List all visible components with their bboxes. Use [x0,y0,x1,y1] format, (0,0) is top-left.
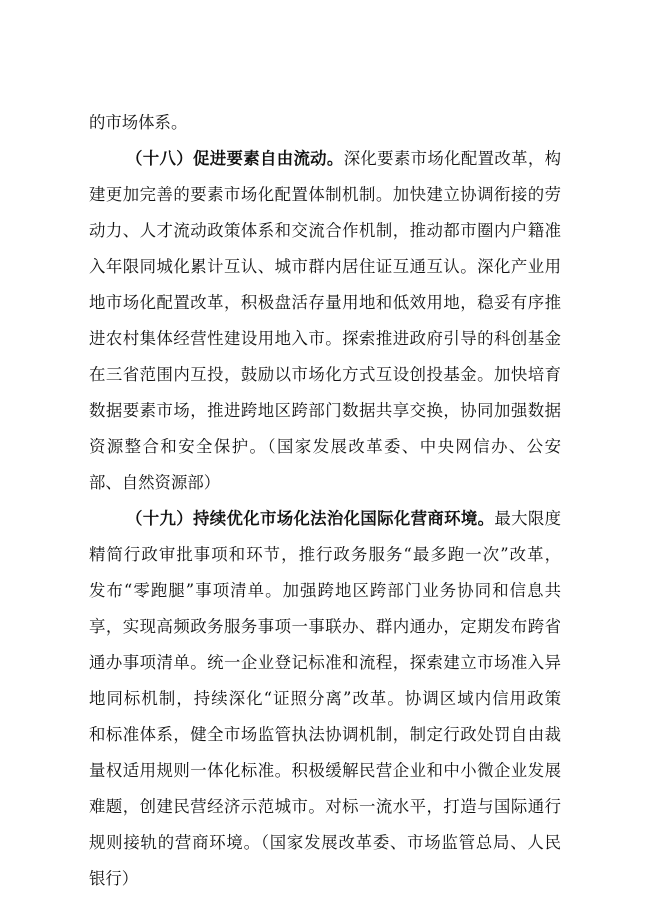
section-18-line [89,322,561,356]
body-text: 入年限同城化累计互认、城市群内居住证互通互认。深化产业用 [89,257,561,276]
section-19-responsible-line [89,826,561,860]
body-text: 资源整合和安全保护。（国家发展改革委、中央网信办、公安 [89,437,561,456]
section-18-line [89,214,561,248]
body-text: 量权适用规则一体化标准。积极缓解民营企业和中小微企业发展 [89,761,561,780]
section-19-first-line [126,502,561,536]
body-text: 发布“零跑腿”事项清单。加强跨地区跨部门业务协同和信息共 [89,581,561,600]
section-18-line [89,250,561,284]
body-text: 部、自然资源部） [89,473,221,492]
body-text: 动力、人才流动政策体系和交流合作机制，推动都市圈内户籍准 [89,221,561,240]
body-text: 深化要素市场化配置改革，构 [343,149,561,168]
section-19-line [89,754,561,788]
continuation-line [89,106,561,140]
body-text: 精简行政审批事项和环节，推行政务服务“最多跑一次”改革， [89,545,561,564]
body-text: 通办事项清单。统一企业登记标准和流程，探索建立市场准入异 [89,653,561,672]
section-19-line [89,682,561,716]
section-19-responsible-end [89,862,561,896]
body-text: 地市场化配置改革，积极盘活存量用地和低效用地，稳妥有序推 [89,293,561,312]
section-18-line [89,358,561,392]
body-text: 最大限度 [494,509,561,528]
body-text: 地同标机制，持续深化“证照分离”改革。协调区域内信用政策 [89,689,561,708]
section-19-line [89,646,561,680]
section-19-heading: （十九）持续优化市场化法治化国际化营商环境。 [126,509,495,528]
section-18-responsible-end [89,466,561,500]
section-18-heading: （十八）促进要素自由流动。 [126,149,344,168]
body-text: 享，实现高频政务服务事项一事联办、群内通办，定期发布跨省 [89,617,561,636]
body-text: 数据要素市场，推进跨地区跨部门数据共享交换，协同加强数据 [89,401,561,420]
body-text: 和标准体系，健全市场监管执法协调机制，制定行政处罚自由裁 [89,725,561,744]
section-18-responsible-line [89,430,561,464]
section-18-line [89,178,561,212]
section-18-line [89,286,561,320]
body-text: 进农村集体经营性建设用地入市。探索推进政府引导的科创基金 [89,329,561,348]
body-text: 难题，创建民营经济示范城市。对标一流水平，打造与国际通行 [89,797,561,816]
body-text: 的市场体系。 [89,113,188,132]
section-19-line [89,790,561,824]
section-19-line [89,718,561,752]
section-19-line [89,610,561,644]
section-18-first-line [126,142,561,176]
body-text: 规则接轨的营商环境。（国家发展改革委、市场监管总局、人民 [89,833,561,852]
body-text: 建更加完善的要素市场化配置体制机制。加快建立协调衔接的劳 [89,185,561,204]
section-19-line [89,538,561,572]
section-18-line [89,394,561,428]
body-text: 银行） [89,869,139,888]
body-text: 在三省范围内互投，鼓励以市场化方式互设创投基金。加快培育 [89,365,561,384]
section-19-line [89,574,561,608]
